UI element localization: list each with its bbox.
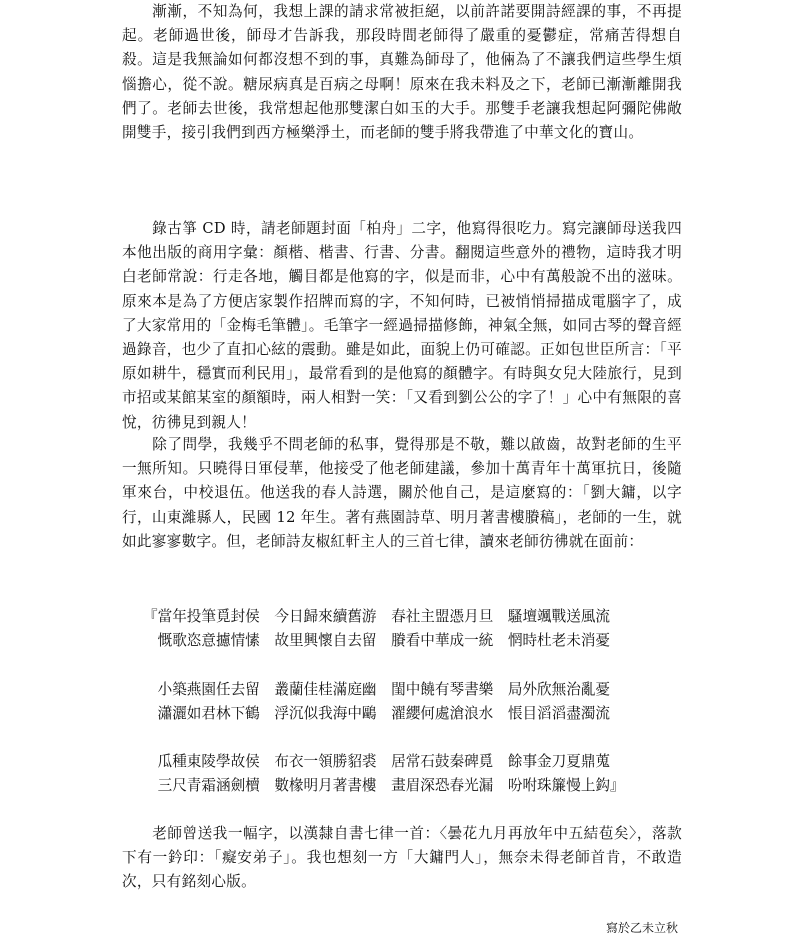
- paragraph-1-text: 漸漸，不知為何，我想上課的請求常被拒絕，以前許諾要開詩經課的事，不再提起。老師過世後，師母才告訴我，那段時間老師得了嚴重的憂鬱症，常痛苦得想自殺。這是我無論如何都沒想不到的事，真難為師母了，他倆為了不讓我們這些學生煩惱擔心，從不說。糖尿病真是百病之母啊！原來在我未料及之下，老師已漸漸離開我們了。老師去世後，我常想起他那雙潔白如玉的大手。那雙手老讓我想起阿彌陀佛敞開雙手，接引我們到西方極樂淨土，而老師的雙手將我帶進了中華文化的寶山。: [122, 3, 682, 142]
- poem-line: 小築燕園任去留 叢蘭佳桂滿庭幽 閨中饒有琴書樂 局外欣無治亂憂: [143, 680, 611, 698]
- paragraph-3-text: 除了問學，我幾乎不問老師的私事，覺得那是不敬，難以啟齒，故對老師的生平一無所知。只曉得日軍侵華，他接受了他老師建議，參加十萬青年十萬軍抗日，後隨軍來台，中校退伍。他送我的春人詩選，關於他自己，是這麼寫的：「劉大鏞，以字行，山東濰縣人，民國 12 年生。著有燕園詩草、明月著書樓賸稿」，老師的一生，就如此寥寥數字。但，老師詩友椒紅軒主人的三首七律，讀來老師彷彿就在面前：: [122, 436, 682, 550]
- closing-text: 老師曾送我一幅字，以漢隸自書七律一首：〈曇花九月再放年中五結苞矣〉，落款下有一鈐印：「癡安弟子」。我也想刻一方「大鏞門人」，無奈未得老師首肯，不敢造次，只有銘刻心版。: [122, 825, 682, 891]
- paragraph-2-text: 錄古箏 CD 時，請老師題封面「柏舟」二字，他寫得很吃力。寫完讓師母送我四本他出版的商用字彙：顏楷、楷書、行書、分書。翻閱這些意外的禮物，這時我才明白老師常說：行走各地，觸目都是他寫的字，似是而非，心中有萬般說不出的滋味。原來本是為了方便店家製作招牌而寫的字，不知何時，已被悄悄掃描成電腦字了，成了大家常用的「金梅毛筆體」。毛筆字一經過掃描修飾，神氣全無，如同古琴的聲音經過錄音，也少了直扣心絃的震動。雖是如此，面貌上仍可確認。正如包世臣所言：「平原如耕牛，穩實而利民用」，最常看到的是他寫的顏體字。有時與女兒大陸旅行，見到市招或某館某室的顏額時，兩人相對一笑：「又看到劉公公的字了！」心中有無限的喜悅，彷彿見到親人！: [122, 220, 682, 431]
- poem-line: [143, 653, 703, 677]
- poem-line: 瓜種東陵學故侯 布衣一領勝貂裘 居常石鼓秦碑覓 餘事金刀夏鼎蒐: [143, 753, 611, 771]
- paragraph-3: [122, 433, 682, 554]
- poem-line: 『當年投筆覓封侯 今日歸來續舊游 春社主盟憑月旦 騷壇颯戰送風流: [143, 608, 611, 625]
- paragraph-2: [122, 217, 682, 435]
- poem-line: 瀟灑如君林下鶴 浮沉似我海中鷗 濯纓何處滄浪水 悵目滔滔盡濁流: [143, 704, 611, 722]
- closing-paragraph: [122, 822, 682, 895]
- poem-line: 三尺青霜涵劍櫝 數椽明月著書樓 畫眉深恐春光漏 吩咐珠簾慢上鈎』: [143, 777, 625, 795]
- poem-block: [143, 605, 703, 799]
- paragraph-1: [122, 0, 682, 145]
- poem-line: [143, 726, 703, 750]
- poem-line: 慨歌恣意攄情愫 故里興懷自去留 賸看中華成一統 惘時杜老未消憂: [143, 632, 611, 650]
- signature: 寫於乙未立秋: [605, 921, 678, 935]
